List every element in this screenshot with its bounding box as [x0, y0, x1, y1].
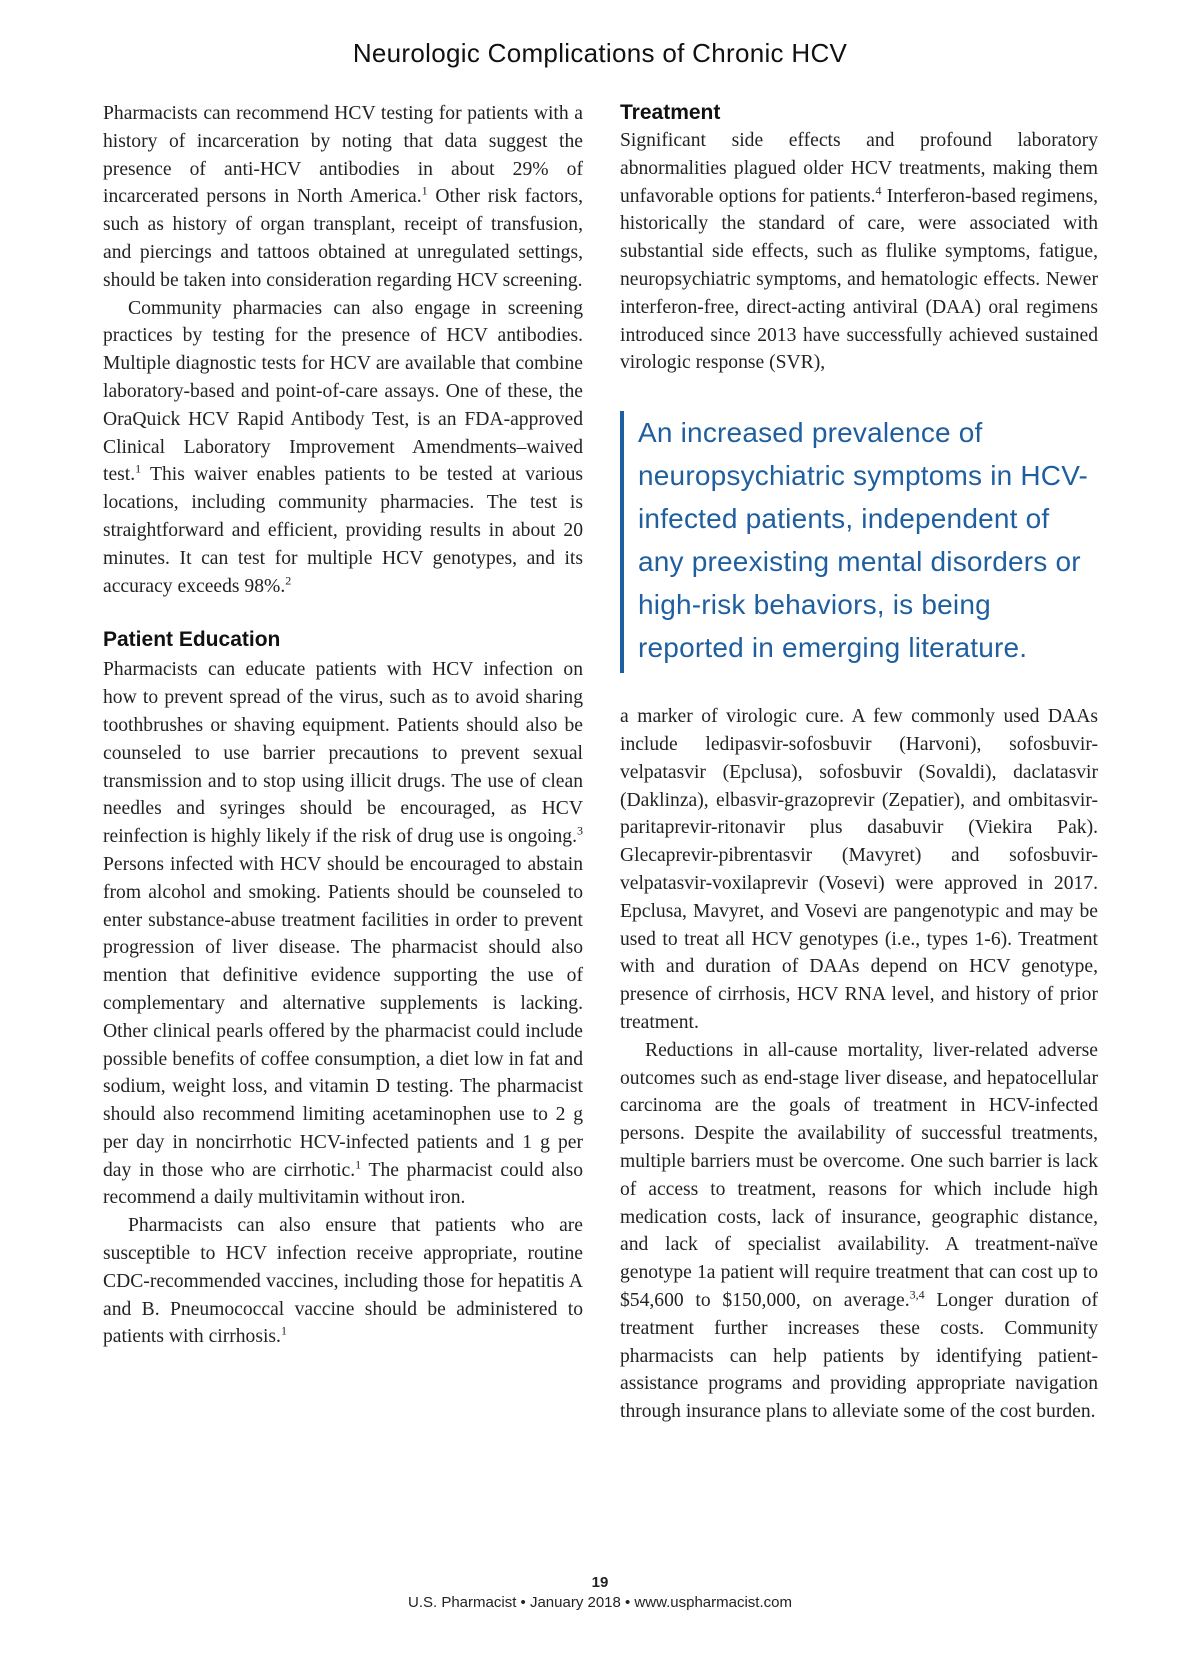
- text-run: Pharmacists can educate patients with HCV infection on how to prevent spread of the virus, such as to avoid sharing toothbrushes or shaving equipment. Patients should also be counseled to use barrier precautions to prevent sexual transmission and to stop using illicit drugs. The use of clean needles and syringes should be encouraged, as HCV reinfection is highly likely if the risk of drug use is ongoing.: [103, 659, 583, 848]
- reference-marker: 1: [355, 1157, 362, 1172]
- paragraph-vaccines: [103, 1212, 583, 1351]
- paragraph-treatment-goals: [620, 1037, 1098, 1426]
- text-run: The pharmacist could also recommend a daily multivitamin without iron.: [103, 1159, 584, 1209]
- running-head-title: Neurologic Complications of Chronic HCV: [352, 38, 848, 68]
- text-run: Significant side effects and profound laboratory abnormalities plagued older HCV treatments, making them unfavorable options for patients.: [620, 130, 1098, 207]
- reference-marker: 3: [577, 823, 583, 838]
- page-number: 19: [591, 1574, 609, 1591]
- paragraph-patient-education: [103, 656, 583, 1212]
- left-column: [103, 100, 583, 1351]
- text-run: Longer duration of treatment further increases these costs. Community pharmacists can help patients by identifying patient-assistance programs and providing appropriate navigation through insurance plans to alleviate some of the cost burden.: [620, 1289, 1098, 1423]
- publication-footer: U.S. Pharmacist • January 2018 • www.uspharmacist.com: [408, 1594, 792, 1611]
- text-run: Reductions in all-cause mortality, liver-related adverse outcomes such as end-stage liver disease, and hepatocellular carcinoma are the goals of treatment in HCV-infected persons. Despite the availability of successful treatments, multiple barriers must be overcome. One such barrier is lack of access to treatment, reasons for which include high medication costs, lack of insurance, geographic distance, and lack of specialist availability. A treatment-naïve genotype 1a patient will require treatment that can cost up to $54,600 to $150,000, on average.: [620, 1039, 1098, 1311]
- text-run: Persons infected with HCV should be encouraged to abstain from alcohol and smoking. Patients should be counseled to enter substance-abuse treatment facilities in order to prevent progression of liver disease. The pharmacist should also mention that definitive evidence supporting the use of complementary and alternative supplements is lacking. Other clinical pearls offered by the pharmacist could include possible benefits of coffee consumption, a diet low in fat and sodium, weight loss, and vitamin D testing. The pharmacist should also recommend limiting acetaminophen use to 2 g per day in noncirrhotic HCV-infected patients and 1 g per day in those who are cirrhotic.: [103, 853, 583, 1181]
- paragraph-daa-regimens: a marker of virologic cure. A few commonly used DAAs include ledipasvir-sofosbuvir (Harvoni), sofosbuvir-velpatasvir (Epclusa), sofosbuvir (Sovaldi), daclatasvir (Daklinza), elbasvir-grazoprevir (Zepatier), and ombitasvir-paritaprevir-ritonavir plus dasabuvir (Viekira Pak). Glecaprevir-pibrentasvir (Mavyret) and sofosbuvir-velpatasvir-voxilaprevir (Vosevi) were approved in 2017. Epclusa, Mavyret, and Vosevi are pangenotypic and may be used to treat all HCV genotypes (i.e., types 1-6). Treatment with and duration of DAAs depend on HCV genotype, presence of cirrhosis, HCV RNA level, and history of prior treatment.: [620, 706, 1098, 1033]
- text-run: Pharmacists can recommend HCV testing for patients with a history of incarceration by noting that data suggest the presence of anti-HCV antibodies in about 29% of incarcerated persons in North America.: [103, 103, 583, 208]
- text-run: This waiver enables patients to be tested at various locations, including community pharmacies. The test is straightforward and efficient, providing results in about 20 minutes. It can test for multiple HCV genotypes, and its accuracy exceeds 98%.: [103, 464, 583, 597]
- text-run: Interferon-based regimens, historically the standard of care, were associated with substantial side effects, such as flulike symptoms, fatigue, neuropsychiatric symptoms, and hematologic effects. Newer interferon-free, direct-acting antiviral (DAA) oral regimens introduced since 2013 have successfully achieved sustained virologic response (SVR),: [620, 185, 1098, 374]
- paragraph-incarceration-testing: [103, 100, 583, 295]
- text-run: Community pharmacies can also engage in screening practices by testing for the presence of HCV antibodies. Multiple diagnostic tests for HCV are available that combine laboratory-based and point-of-care assays. One of these, the OraQuick HCV Rapid Antibody Test, is an FDA-approved Clinical Laboratory Improvement Amendments–waived test.: [103, 297, 583, 486]
- reference-marker: 2: [285, 573, 292, 588]
- paragraph-community-screening: [103, 295, 583, 601]
- paragraph-treatment-history: [620, 127, 1098, 377]
- section-heading-patient-education: Patient Education: [103, 628, 281, 652]
- reference-marker: 3,4: [909, 1287, 925, 1302]
- right-column: [620, 100, 1098, 1426]
- section-heading-treatment: Treatment: [620, 101, 721, 124]
- text-run: Pharmacists can also ensure that patients who are susceptible to HCV infection receive appropriate, routine CDC-recommended vaccines, including those for hepatitis A and B. Pneumococcal vaccine should be administered to patients with cirrhosis.: [103, 1215, 583, 1348]
- reference-marker: 1: [280, 1323, 287, 1338]
- reference-marker: 4: [875, 183, 882, 198]
- reference-marker: 1: [135, 461, 142, 476]
- text-run: Other risk factors, such as history of organ transplant, receipt of transfusion, and piercings and tattoos obtained at unregulated settings, should be taken into consideration regarding HCV screening.: [103, 186, 584, 291]
- reference-marker: 1: [421, 183, 428, 198]
- pull-quote: An increased prevalence of neuropsychiatric symptoms in HCV-infected patients, independent of any preexisting mental disorders or high-risk behaviors, is being reported in emerging literature.: [620, 411, 1098, 673]
